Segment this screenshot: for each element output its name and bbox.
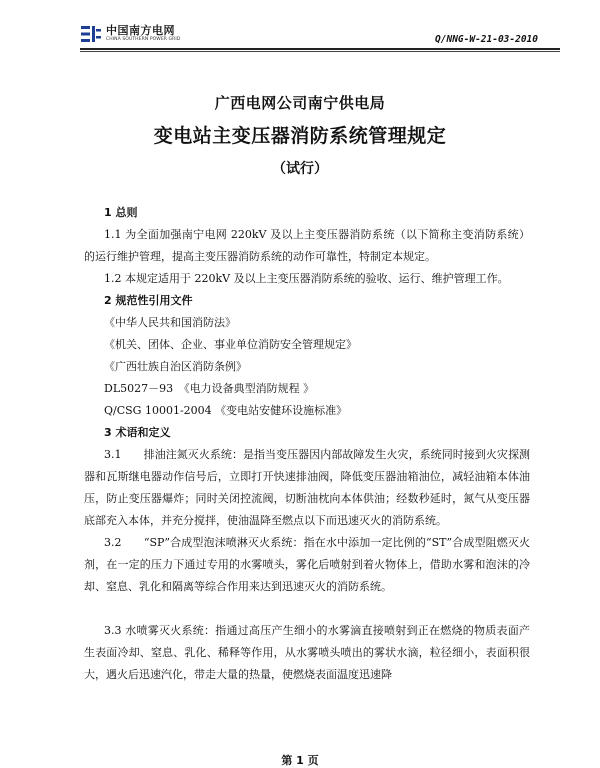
- header-rule: [80, 48, 560, 50]
- logo-chinese-name: 中国南方电网: [106, 24, 175, 38]
- paragraph-gap: [84, 598, 530, 620]
- logo-english-name: CHINA SOUTHERN POWER GRID: [106, 37, 181, 43]
- reference-item: 《广西壮族自治区消防条例》: [104, 360, 247, 373]
- document-code: Q/NNG-W-21-03-2010: [435, 34, 538, 45]
- reference-item: Q/CSG 10001-2004 《变电站安健环设施标准》: [104, 404, 348, 417]
- organization-title: 广西电网公司南宁供电局: [214, 94, 386, 112]
- paragraph: 1.2 本规定适用于 220kV 及以上主变压器消防系统的验收、运行、维护管理工作。: [104, 272, 509, 285]
- reference-item: DL5027－93 《电力设备典型消防规程 》: [104, 382, 315, 395]
- reference-item: 《机关、团体、企业、事业单位消防安全管理规定》: [104, 338, 357, 351]
- page-number: 第 1 页: [281, 754, 319, 767]
- paragraph: 3.1 排油注氮灭火系统：是指当变压器因内部故障发生火灾，系统同时接到火灾探测器和瓦斯继电器动作信号后，立即打开快速排油阀，降低变压器油箱油位，减轻油箱本体油压，防止变压器爆炸；同时关闭控流阀，切断油枕向本体供油；经数秒延时，氮气从变压器底部充入本体，并充分搅拌，使油温降至燃点以下而迅速灭火的消防系统。: [84, 448, 530, 527]
- document-body: [84, 202, 530, 686]
- paragraph: 3.3 水喷雾灭火系统：指通过高压产生细小的水雾滴直接喷射到正在燃烧的物质表面产生表面冷却、窒息、乳化、稀释等作用，从水雾喷头喷出的雾状水滴，粒径细小，表面积很大，遇火后迅速汽化，带走大量的热量，使燃烧表面温度迅速降: [84, 624, 530, 681]
- page-header: [80, 22, 550, 48]
- section-heading: 1 总则: [104, 206, 138, 219]
- section-heading: 2 规范性引用文件: [104, 294, 193, 307]
- section-heading: 3 术语和定义: [104, 426, 171, 439]
- paragraph: 3.2 “SP”合成型泡沫喷淋灭火系统：指在水中添加一定比例的“ST”合成型阻燃灭火剂，在一定的压力下通过专用的水雾喷头，雾化后喷射到着火物体上，借助水雾和泡沫的冷却、窒息、乳化和隔离等综合作用来达到迅速灭火的消防系统。: [84, 536, 530, 593]
- header-rule-thin: [80, 51, 560, 52]
- company-logo: [80, 22, 180, 46]
- csg-logo-icon: [80, 24, 102, 44]
- document-title: 变电站主变压器消防系统管理规定: [153, 125, 447, 147]
- paragraph: 1.1 为全面加强南宁电网 220kV 及以上主变压器消防系统（以下简称主变消防系统）的运行维护管理，提高主变压器消防系统的动作可靠性，特制定本规定。: [84, 228, 530, 263]
- reference-item: 《中华人民共和国消防法》: [104, 316, 236, 329]
- document-subtitle: （试行）: [272, 161, 328, 177]
